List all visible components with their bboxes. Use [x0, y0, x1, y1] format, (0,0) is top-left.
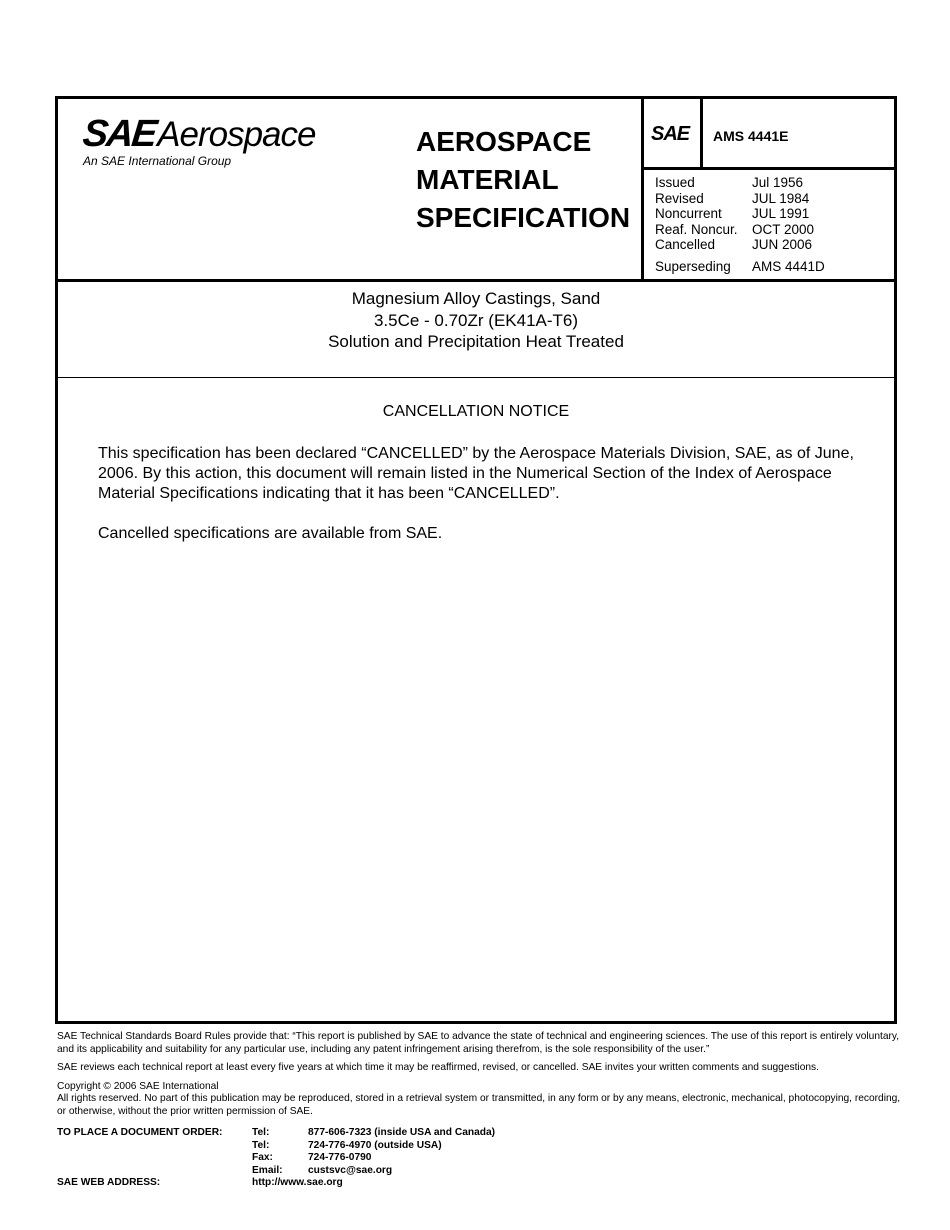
contact-row: [57, 1152, 495, 1165]
logo-tagline: An SAE International Group: [83, 154, 232, 168]
sae-aerospace-logo: [80, 113, 316, 168]
contact-label: Email:: [252, 1164, 283, 1176]
contact-label: Tel:: [252, 1139, 270, 1151]
contact-row: [57, 1165, 495, 1178]
document-number: AMS 4441E: [713, 128, 789, 144]
standards-rules-text: SAE Technical Standards Board Rules provide that: “This report is published by SAE to advance the state of technical and engineering sciences. The use of this report is entirely voluntary, and its applicability and suitability for any particular use, including any patent infringement arising therefrom, is the sole responsibility of the user.”: [57, 1031, 900, 1055]
contact-value: 877-606-7323 (inside USA and Canada): [308, 1127, 496, 1138]
contact-value: 724-776-0790: [308, 1152, 372, 1163]
notice-heading: CANCELLATION NOTICE: [382, 403, 570, 420]
date-value: OCT 2000: [752, 221, 815, 237]
document-id-box: [641, 99, 897, 279]
notice-paragraph: Cancelled specifications are available from SAE.: [98, 525, 443, 542]
date-label: Issued: [655, 175, 695, 190]
date-value: JUN 2006: [752, 237, 813, 252]
section-divider: [58, 377, 894, 378]
order-label: TO PLACE A DOCUMENT ORDER:: [57, 1127, 223, 1138]
title-line: AEROSPACE: [416, 126, 592, 157]
review-text: SAE reviews each technical report at least every five years at which time it may be reaffirmed, revised, or cancelled. SAE invites your written comments and suggestions.: [57, 1062, 819, 1073]
document-number-row: [644, 99, 897, 170]
revision-history: [655, 175, 814, 253]
sae-mini-logo: SAE: [651, 123, 690, 145]
superseding-value: AMS 4441D: [752, 259, 825, 274]
document-type-title: [416, 123, 630, 237]
logo-name: Aerospace: [157, 115, 316, 154]
date-label: Reaf. Noncur.: [655, 221, 738, 237]
date-row: [655, 206, 814, 222]
title-line: MATERIAL: [416, 164, 559, 195]
date-label: Noncurrent: [655, 206, 722, 221]
logo-brand: SAE: [80, 113, 158, 155]
web-label: SAE WEB ADDRESS:: [57, 1177, 161, 1188]
date-row: [655, 191, 814, 207]
contact-value: 724-776-4970 (outside USA): [308, 1139, 442, 1151]
rights-text: All rights reserved. No part of this publication may be reproduced, stored in a retrieval system or transmitted, in any form or by any means, electronic, mechanical, photocopying, recording, or otherwise, without the prior written permission of SAE.: [57, 1093, 901, 1117]
contact-row: [57, 1127, 495, 1140]
date-label: Revised: [655, 190, 704, 206]
title-line: SPECIFICATION: [416, 202, 631, 233]
subject-line: Magnesium Alloy Castings, Sand: [351, 289, 601, 308]
date-row: [655, 175, 814, 191]
contact-label: Tel:: [252, 1127, 270, 1138]
contact-row: [57, 1140, 495, 1153]
header-block: [58, 99, 894, 282]
notice-paragraph: This specification has been declared “CANCELLED” by the Aerospace Materials Division, SAE, as of June, 2006. By this action, this document will remain listed in the Numerical Section of the Index of Aerospace Material Specifications indicating that it has been “CANCELLED”.: [98, 445, 854, 502]
contact-label: Fax:: [252, 1152, 273, 1163]
date-row: [655, 237, 814, 253]
copyright-text: Copyright © 2006 SAE International: [57, 1080, 219, 1092]
notice-body: [98, 444, 873, 564]
superseding-label: Superseding: [655, 259, 731, 274]
date-value: JUL 1984: [752, 190, 810, 206]
order-info: [57, 1127, 495, 1190]
subject-line: Solution and Precipitation Heat Treated: [328, 332, 624, 351]
date-label: Cancelled: [655, 237, 716, 252]
legal-footer: [57, 1031, 902, 1118]
subject-line: 3.5Ce - 0.70Zr (EK41A-T6): [373, 310, 579, 330]
divider: [700, 99, 703, 167]
date-value: Jul 1956: [752, 175, 804, 190]
web-address[interactable]: http://www.sae.org: [252, 1177, 343, 1188]
date-row: [655, 222, 814, 238]
document-frame: [55, 96, 897, 1024]
document-subject: [58, 288, 894, 353]
web-row: [57, 1177, 495, 1190]
superseding-row: [655, 259, 825, 274]
date-value: JUL 1991: [752, 206, 810, 221]
contact-value[interactable]: custsvc@sae.org: [308, 1164, 393, 1176]
